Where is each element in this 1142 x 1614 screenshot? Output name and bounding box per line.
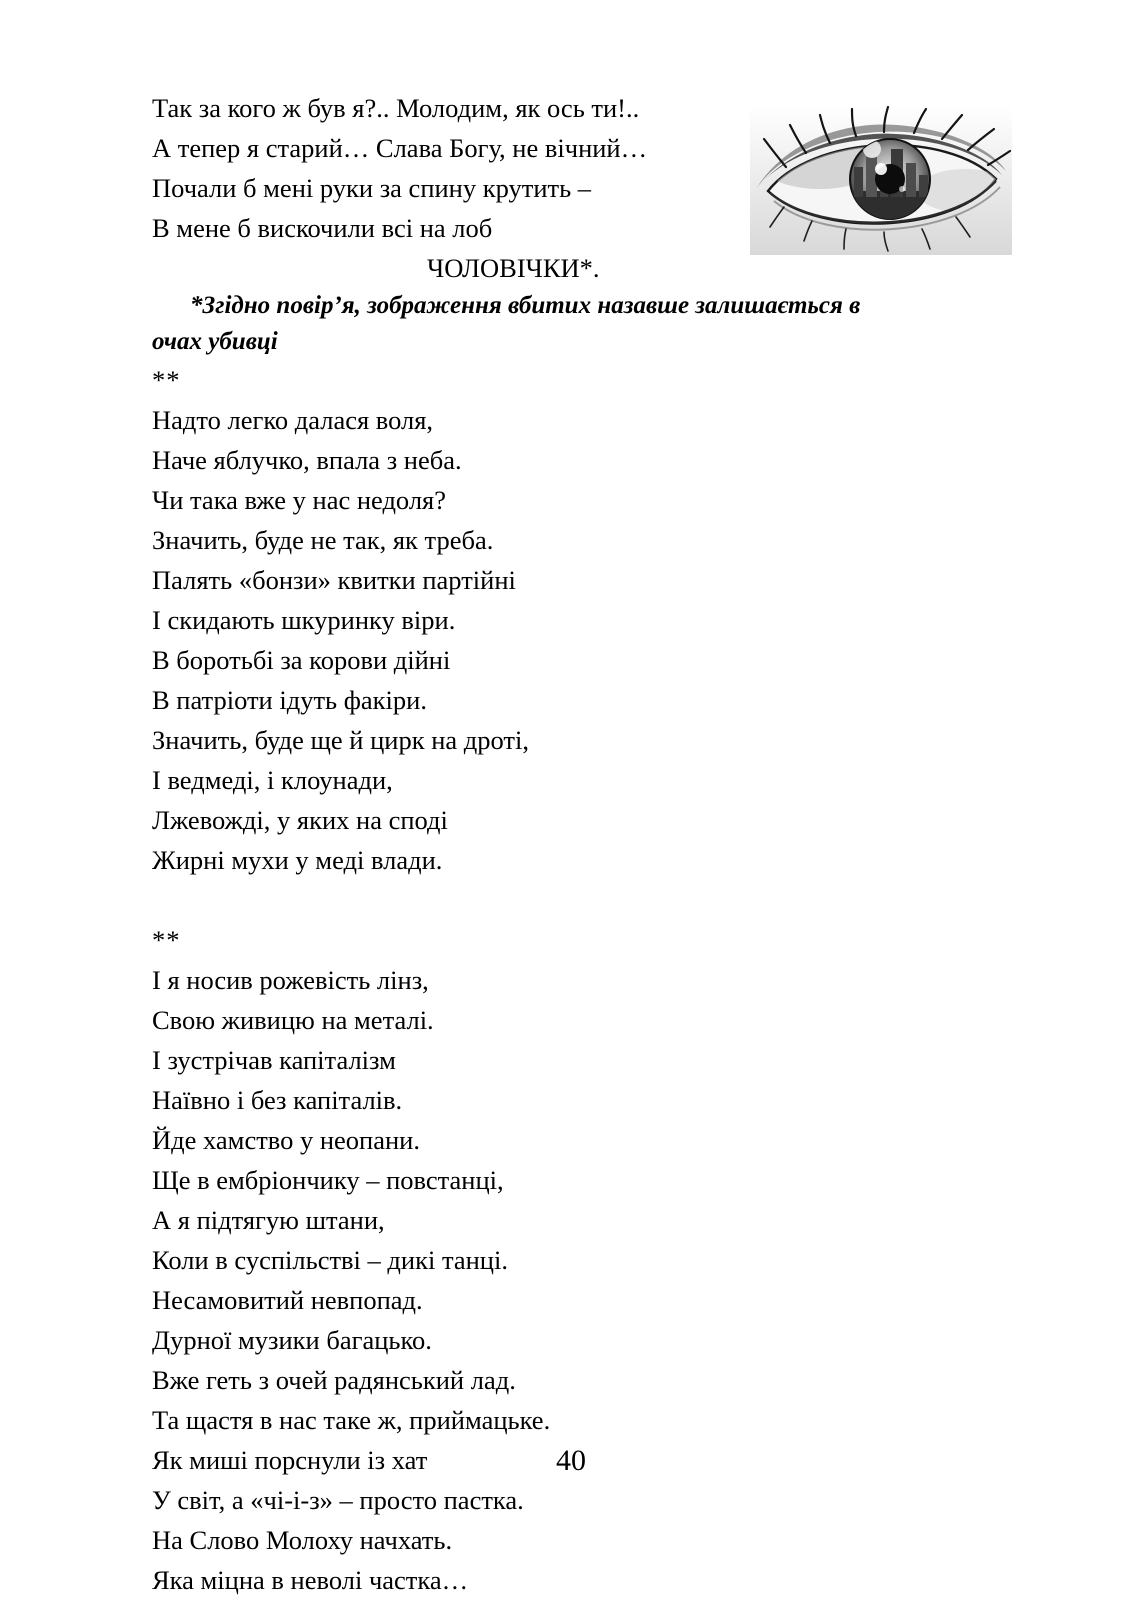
poem-line: Лжевожді, у яких на споді: [152, 805, 448, 835]
stanza: [152, 960, 1012, 1600]
footnote-line: очах убивці: [152, 328, 278, 355]
poem-line: У світ, а «чі-і-з» – просто пастка.: [152, 1485, 524, 1515]
poem-line: Йде хамство у неопани.: [152, 1125, 420, 1155]
eye-illustration-graphic: [750, 105, 1012, 255]
poem-line: Палять «бонзи» квитки партійні: [152, 565, 516, 595]
poem-line: В патріоти ідуть факіри.: [152, 685, 427, 715]
footnote-line: *Згідно повір’я, зображення вбитих назавше залишається в: [190, 292, 861, 319]
poem-line: Почали б мені руки за спину крутить –: [152, 173, 592, 203]
poem-line: В боротьбі за корови дійні: [152, 645, 451, 675]
poem-line: Чи така вже у нас недоля?: [152, 485, 447, 515]
poem-line: І ведмеді, і клоунади,: [152, 765, 393, 795]
poem-line: Свою живицю на металі.: [152, 1005, 434, 1035]
poem-line: Наче яблучко, впала з неба.: [152, 445, 462, 475]
poem-line: І скидають шкуринку віри.: [152, 605, 456, 635]
poem-line: Дурної музики багацько.: [152, 1325, 432, 1355]
poem-line: Та щастя в нас таке ж, приймацьке.: [152, 1405, 551, 1435]
page-number: 40: [556, 1444, 586, 1477]
poem-line: Вже геть з очей радянський лад.: [152, 1365, 516, 1395]
poem-line: Коли в суспільстві – дикі танці.: [152, 1245, 508, 1275]
poem-line: А я підтягую штани,: [152, 1205, 385, 1235]
poem-line: Жирні мухи у меді влади.: [152, 845, 443, 875]
poem-line: Значить, буде ще й цирк на дроті,: [152, 725, 529, 755]
poem-line: І я носив рожевість лінз,: [152, 965, 429, 995]
poem-line: Надто легко далася воля,: [152, 405, 434, 435]
footnote: [152, 288, 1012, 360]
poem-line: Так за кого ж був я?.. Молодим, як ось ти!..: [152, 93, 640, 123]
section-separator: **: [152, 925, 181, 955]
eye-illustration: [750, 105, 1012, 255]
page-body: [152, 88, 1012, 1600]
poem-line: На Слово Молоху начхать.: [152, 1525, 453, 1555]
poem-line: І зустрічав капіталізм: [152, 1045, 396, 1075]
poem-line-emphasis: ЧОЛОВІЧКИ*.: [427, 253, 600, 283]
poem-line: Яка міцна в неволі частка…: [152, 1565, 469, 1595]
poem-line: В мене б вискочили всі на лоб: [152, 213, 493, 243]
poem-line: Наївно і без капіталів.: [152, 1085, 403, 1115]
poem-line: Значить, буде не так, як треба.: [152, 525, 494, 555]
poem-line: Ще в ембріончику – повстанці,: [152, 1165, 504, 1195]
stanza: [152, 400, 1012, 880]
poem-line: Несамовитий невпопад.: [152, 1285, 423, 1315]
section-separator: **: [152, 365, 181, 395]
poem-line: Як миші порснули із хат: [152, 1445, 428, 1475]
poem-line: А тепер я старий… Слава Богу, не вічний…: [152, 133, 648, 163]
stanza-gap: [152, 880, 1012, 920]
